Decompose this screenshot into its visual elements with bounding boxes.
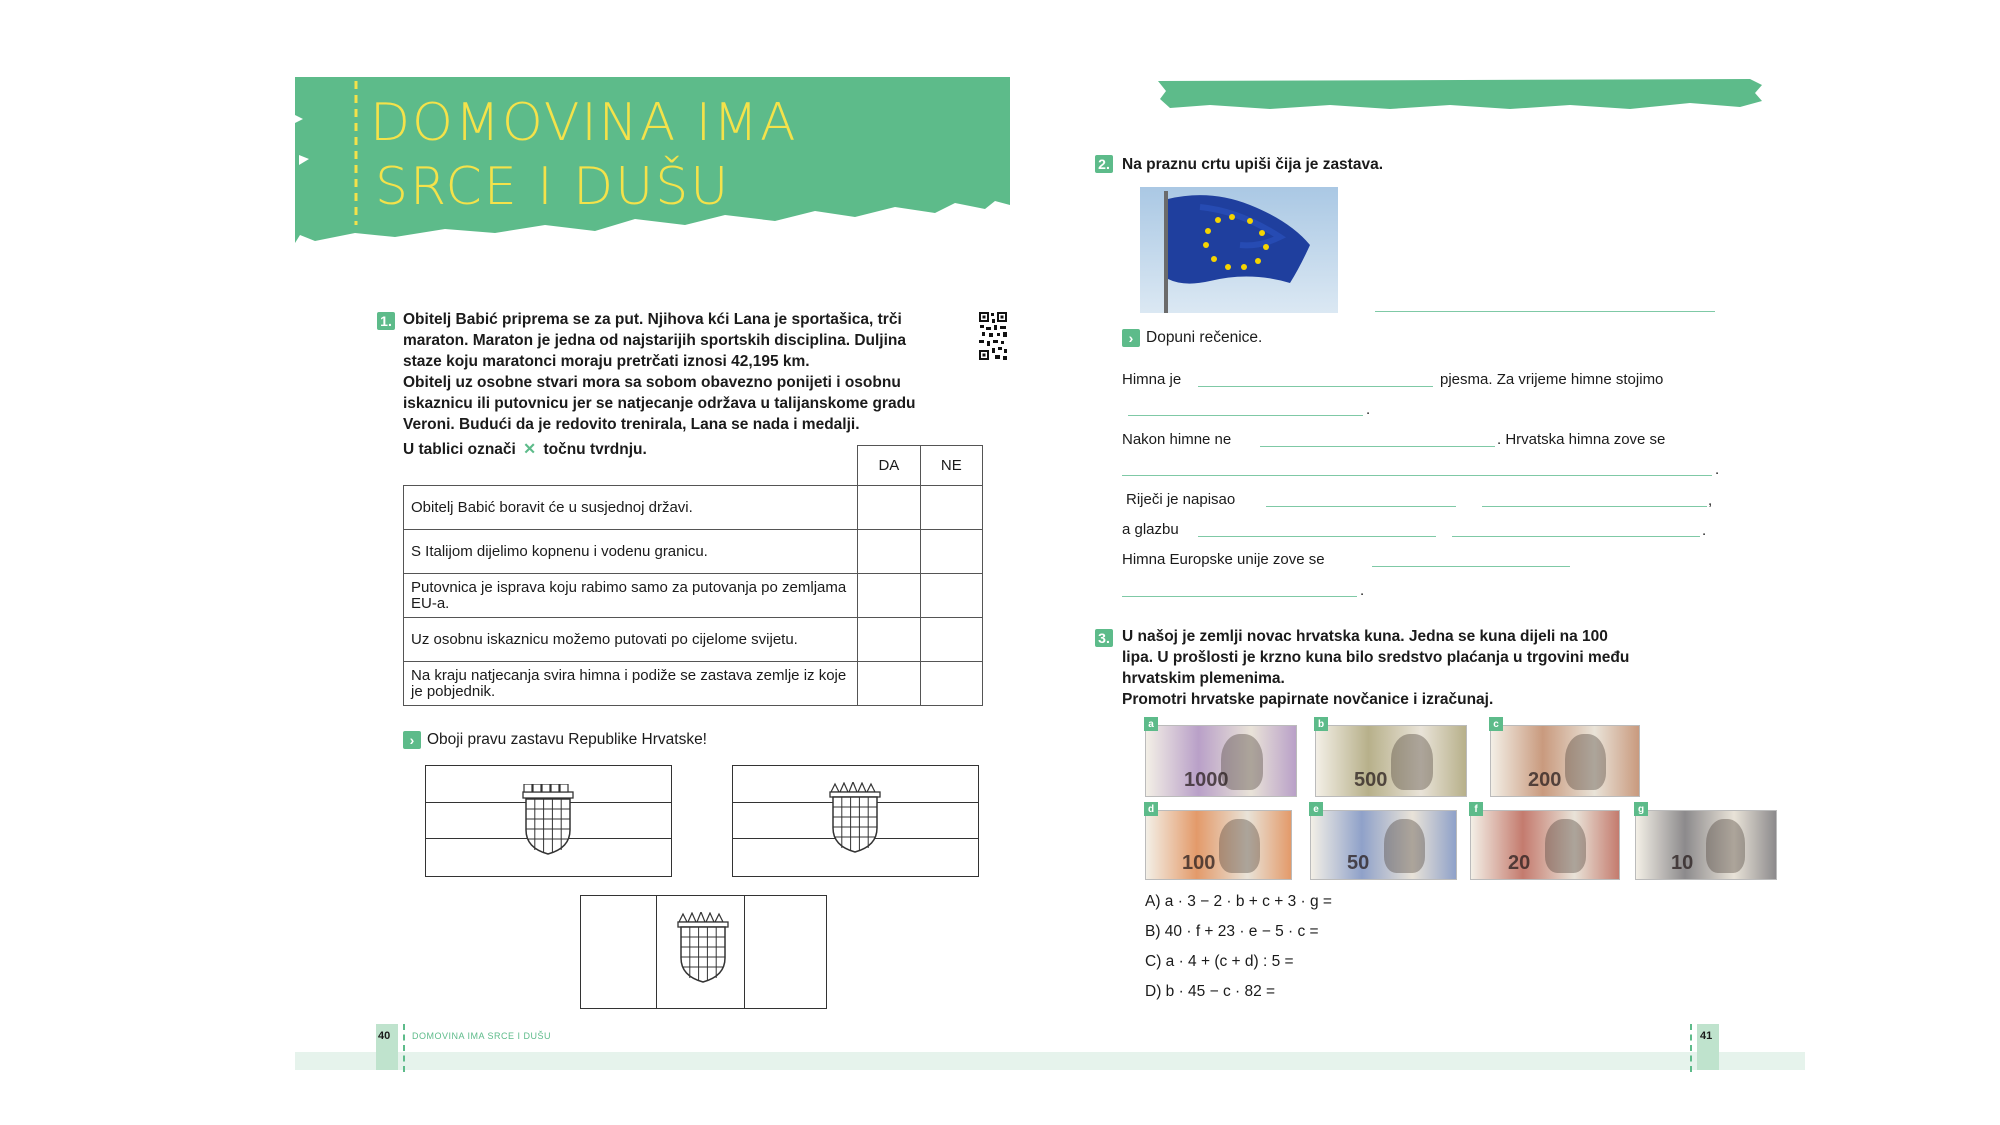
stripe-line bbox=[656, 896, 657, 1008]
statement-cell: Obitelj Babić boravit će u susjednoj državi. bbox=[404, 486, 858, 530]
task-3-line: Promotri hrvatske papirnate novčanice i izračunaj. bbox=[1122, 691, 1494, 708]
banknote-value: 20 bbox=[1508, 852, 1531, 874]
qr-code-icon[interactable] bbox=[978, 311, 1008, 361]
sentence-end-dot: . bbox=[1360, 582, 1365, 599]
banknote-20 bbox=[1470, 803, 1620, 880]
banknote-value: 50 bbox=[1347, 852, 1370, 874]
task-1-line: staze koju maratonci moraju pretrčati iznosi 42,195 km. bbox=[403, 353, 810, 370]
table-header-row bbox=[404, 446, 983, 486]
banknote-value: 10 bbox=[1671, 852, 1694, 874]
task-3-line: hrvatskim plemenima. bbox=[1122, 670, 1285, 687]
table-instruction-pre: U tablici označi bbox=[403, 441, 516, 458]
banknote-tag: b bbox=[1314, 717, 1328, 731]
task-1-line: Veroni. Budući da je redovito trenirala, Lana se nada i medalji. bbox=[403, 416, 860, 433]
coat-of-arms-icon bbox=[518, 784, 578, 856]
eu-flag-photo bbox=[1140, 187, 1338, 313]
expression-d: D) b · 45 − c · 82 = bbox=[1145, 983, 1276, 1000]
task-3-line: lipa. U prošlosti je krzno kuna bilo sredstvo plaćanja u trgovini među bbox=[1122, 649, 1630, 666]
answer-line[interactable] bbox=[1372, 566, 1570, 567]
answer-line[interactable] bbox=[1198, 536, 1436, 537]
coat-of-arms-icon bbox=[673, 912, 733, 984]
answer-line[interactable] bbox=[1260, 446, 1495, 447]
true-false-table bbox=[403, 445, 983, 706]
banknote-1000 bbox=[1145, 718, 1297, 797]
x-mark-icon: ✕ bbox=[523, 441, 537, 458]
sentence-2a: Nakon himne ne bbox=[1122, 431, 1232, 448]
banknote-value: 200 bbox=[1528, 769, 1562, 791]
table-row bbox=[404, 486, 983, 530]
expression-b: B) 40 · f + 23 · e − 5 · c = bbox=[1145, 923, 1319, 940]
right-page bbox=[1090, 75, 1810, 1075]
table-row bbox=[404, 574, 983, 618]
left-page bbox=[295, 75, 1010, 1075]
chevron-right-icon: › bbox=[403, 731, 421, 749]
task-2-badge: 2. bbox=[1095, 155, 1113, 173]
title-line-2: SRCE I DUŠU bbox=[375, 157, 731, 217]
sentence-1a: Himna je bbox=[1122, 371, 1182, 388]
answer-cell-ne[interactable] bbox=[920, 530, 982, 574]
portrait-icon bbox=[1565, 734, 1606, 790]
statement-cell: Na kraju natjecanja svira himna i podiže se zastava zemlje iz koje je pobjednik. bbox=[404, 662, 858, 706]
flag-option-2[interactable] bbox=[732, 765, 979, 877]
color-instruction: Oboji pravu zastavu Republike Hrvatske! bbox=[427, 731, 707, 748]
footer-divider bbox=[403, 1024, 405, 1072]
task-3-badge: 3. bbox=[1095, 629, 1113, 647]
task-1-line: Obitelj Babić priprema se za put. Njihova kći Lana je sportašica, trči bbox=[403, 311, 902, 328]
answer-line[interactable] bbox=[1198, 386, 1433, 387]
task-1-line: Obitelj uz osobne stvari mora sa sobom obavezno ponijeti i osobnu bbox=[403, 374, 901, 391]
flag-owner-answer-line[interactable] bbox=[1375, 311, 1715, 312]
banknote-value: 1000 bbox=[1184, 769, 1229, 791]
sentence-3a: Riječi je napisao bbox=[1126, 491, 1236, 508]
portrait-icon bbox=[1706, 819, 1745, 873]
task-2-instruction: Na praznu crtu upiši čija je zastava. bbox=[1122, 156, 1384, 173]
banknote-tag: d bbox=[1144, 802, 1158, 816]
footer-band bbox=[295, 1052, 1805, 1070]
complete-instruction: Dopuni rečenice. bbox=[1146, 329, 1263, 346]
portrait-icon bbox=[1545, 819, 1586, 873]
table-header-blank bbox=[404, 446, 858, 486]
sentence-4a: a glazbu bbox=[1122, 521, 1179, 538]
sentence-end-dot: . bbox=[1366, 401, 1371, 418]
banknote-value: 100 bbox=[1182, 852, 1216, 874]
statement-cell: Putovnica je isprava koju rabimo samo za putovanja po zemljama EU-a. bbox=[404, 574, 858, 618]
table-row bbox=[404, 530, 983, 574]
task-3-text bbox=[1122, 626, 1772, 710]
col-header-da: DA bbox=[858, 446, 920, 486]
left-page-number: 40 bbox=[378, 1030, 391, 1042]
answer-cell-da[interactable] bbox=[858, 574, 920, 618]
portrait-icon bbox=[1391, 734, 1433, 790]
statement-cell: S Italijom dijelimo kopnenu i vodenu granicu. bbox=[404, 530, 858, 574]
sentence-5a: Himna Europske unije zove se bbox=[1122, 551, 1325, 568]
answer-cell-ne[interactable] bbox=[920, 618, 982, 662]
right-page-number: 41 bbox=[1700, 1030, 1713, 1042]
banknote-tag: a bbox=[1144, 717, 1158, 731]
answer-cell-da[interactable] bbox=[858, 486, 920, 530]
answer-cell-ne[interactable] bbox=[920, 574, 982, 618]
task-1-badge: 1. bbox=[377, 312, 395, 330]
flag-option-3[interactable] bbox=[580, 895, 827, 1009]
task-1-line: iskaznicu ili putovnicu jer se natjecanje održava u talijanskome gradu bbox=[403, 395, 916, 412]
flag-option-1[interactable] bbox=[425, 765, 672, 877]
table-row bbox=[404, 662, 983, 706]
banknote-tag: e bbox=[1309, 802, 1323, 816]
answer-cell-ne[interactable] bbox=[920, 486, 982, 530]
answer-line[interactable] bbox=[1128, 415, 1363, 416]
sentence-end-dot: . bbox=[1702, 522, 1707, 539]
answer-cell-da[interactable] bbox=[858, 618, 920, 662]
portrait-icon bbox=[1384, 819, 1425, 873]
task-3-line: U našoj je zemlji novac hrvatska kuna. Jedna se kuna dijeli na 100 bbox=[1122, 628, 1608, 645]
chevron-right-icon: › bbox=[1122, 329, 1140, 347]
sentence-2b: . Hrvatska himna zove se bbox=[1497, 431, 1666, 448]
left-page-title: DOMOVINA IMA SRCE I DUŠU bbox=[412, 1031, 552, 1041]
answer-line[interactable] bbox=[1122, 596, 1357, 597]
portrait-icon bbox=[1219, 819, 1260, 873]
expression-c: C) a · 4 + (c + d) : 5 = bbox=[1145, 953, 1294, 970]
title-line-1: DOMOVINA IMA bbox=[370, 93, 798, 153]
banknote-10 bbox=[1635, 803, 1777, 880]
col-header-ne: NE bbox=[920, 446, 982, 486]
table-instruction-post: točnu tvrdnju. bbox=[543, 441, 647, 458]
task-1-text bbox=[403, 309, 1003, 435]
banknote-tag: g bbox=[1634, 802, 1648, 816]
answer-cell-da[interactable] bbox=[858, 530, 920, 574]
expression-a: A) a · 3 − 2 · b + c + 3 · g = bbox=[1145, 893, 1332, 910]
answer-line[interactable] bbox=[1482, 506, 1707, 507]
sentence-end-dot: . bbox=[1715, 461, 1720, 478]
title-banner bbox=[295, 75, 1010, 260]
footer-divider bbox=[1690, 1024, 1692, 1072]
banknote-value: 500 bbox=[1354, 769, 1388, 791]
answer-line[interactable] bbox=[1122, 475, 1712, 476]
banknote-tag: f bbox=[1469, 802, 1483, 816]
banknote-200 bbox=[1490, 718, 1640, 797]
answer-cell-ne[interactable] bbox=[920, 662, 982, 706]
banknote-500 bbox=[1315, 718, 1467, 797]
banknote-tag: c bbox=[1489, 717, 1503, 731]
answer-line[interactable] bbox=[1452, 536, 1700, 537]
task-1-line: maraton. Maraton je jedna od najstarijih sportskih disciplina. Duljina bbox=[403, 332, 906, 349]
answer-cell-da[interactable] bbox=[858, 662, 920, 706]
banknote-100 bbox=[1145, 803, 1292, 880]
sentence-comma: , bbox=[1708, 492, 1713, 509]
answer-line[interactable] bbox=[1266, 506, 1456, 507]
sentence-1b: pjesma. Za vrijeme himne stojimo bbox=[1440, 371, 1664, 388]
stripe-line bbox=[744, 896, 745, 1008]
statement-cell: Uz osobnu iskaznicu možemo putovati po cijelome svijetu. bbox=[404, 618, 858, 662]
brush-strip bbox=[1150, 75, 1770, 115]
table-row bbox=[404, 618, 983, 662]
banknote-50 bbox=[1310, 803, 1457, 880]
coat-of-arms-icon bbox=[825, 782, 885, 854]
